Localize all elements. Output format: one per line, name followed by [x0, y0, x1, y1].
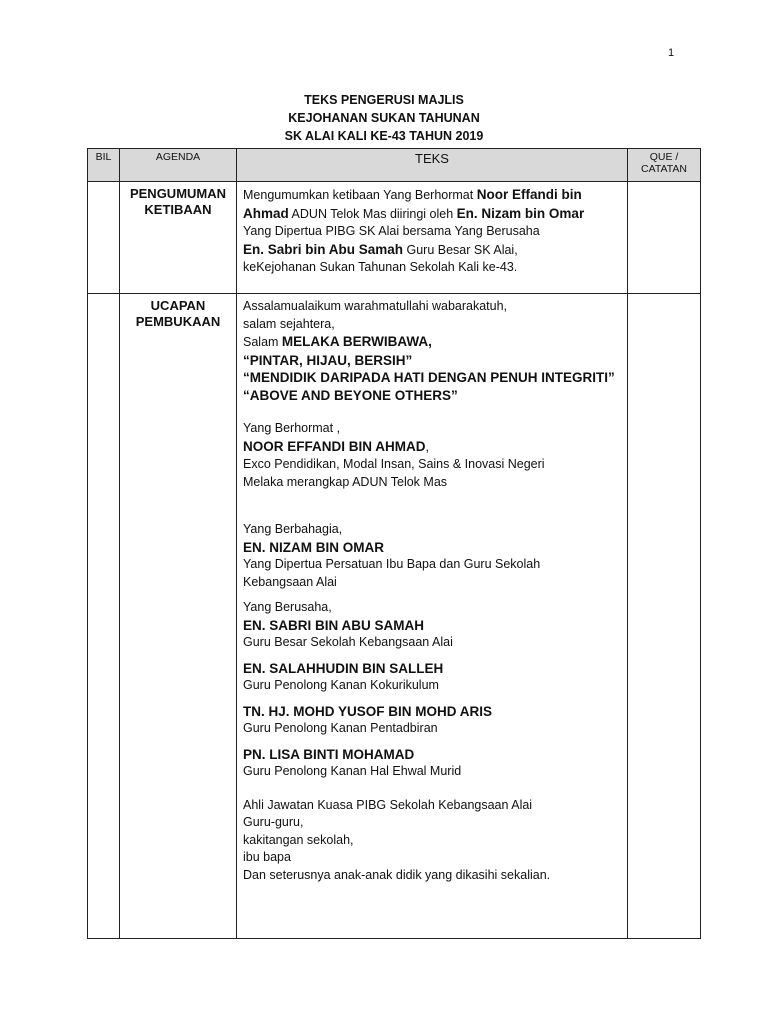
text-line: Exco Pendidikan, Modal Insan, Sains & Inovasi Negeri	[243, 457, 545, 471]
catatan-cell	[628, 182, 701, 294]
guest-name: TN. HJ. MOHD YUSOF BIN MOHD ARIS	[243, 703, 493, 719]
document-title	[0, 91, 768, 145]
text-line: Yang Dipertua Persatuan Ibu Bapa dan Guru Sekolah	[243, 557, 541, 571]
agenda-cell	[120, 294, 237, 939]
header-bil: BIL	[88, 149, 120, 182]
bil-cell	[88, 294, 120, 939]
text-line: Guru Besar Sekolah Kebangsaan Alai	[243, 635, 453, 649]
text-line: Ahli Jawatan Kuasa PIBG Sekolah Kebangsaan Alai	[243, 797, 533, 812]
agenda-label: KETIBAAN	[144, 202, 212, 217]
guest-name: EN. SABRI BIN ABU SAMAH	[243, 617, 425, 633]
text-line: Guru-guru,	[243, 815, 304, 829]
text-line: Melaka merangkap ADUN Telok Mas	[243, 474, 448, 489]
text-line: kakitangan sekolah,	[243, 832, 354, 847]
slogan-line: “PINTAR, HIJAU, BERSIH”	[243, 352, 413, 368]
catatan-cell	[628, 294, 701, 939]
slogan-line: “ABOVE AND BEYONE OTHERS”	[243, 387, 458, 403]
header-catatan: QUE / CATATAN	[628, 149, 701, 182]
text-line: ibu bapa	[243, 850, 291, 864]
text-line: En. Sabri bin Abu Samah Guru Besar SK Alai,	[243, 241, 518, 257]
text-line: NOOR EFFANDI BIN AHMAD,	[243, 438, 429, 454]
slogan-line: “MENDIDIK DARIPADA HATI DENGAN PENUH INTEGRITI”	[243, 370, 615, 385]
text-line: Guru Penolong Kanan Hal Ehwal Murid	[243, 764, 462, 778]
title-line: TEKS PENGERUSI MAJLIS	[304, 93, 464, 107]
guest-name: EN. SALAHHUDIN BIN SALLEH	[243, 660, 444, 676]
text-line: Ahmad ADUN Telok Mas diiringi oleh En. Nizam bin Omar	[243, 205, 585, 221]
text-line: salam sejahtera,	[243, 316, 335, 331]
header-teks: TEKS	[237, 149, 628, 182]
text-line: Guru Penolong Kanan Kokurikulum	[243, 678, 439, 692]
text-line: Yang Dipertua PIBG SK Alai bersama Yang Berusaha	[243, 224, 540, 238]
title-line: SK ALAI KALI KE-43 TAHUN 2019	[284, 129, 484, 143]
text-line: Yang Berusaha,	[243, 600, 332, 614]
guest-name: EN. NIZAM BIN OMAR	[243, 539, 384, 555]
agenda-cell	[120, 182, 237, 294]
agenda-label: PENGUMUMAN	[129, 186, 227, 201]
text-line: Yang Berhormat ,	[243, 421, 341, 435]
table-row	[88, 294, 701, 939]
guest-name: PN. LISA BINTI MOHAMAD	[243, 746, 415, 762]
table-row	[88, 182, 701, 294]
header-agenda: AGENDA	[120, 149, 237, 182]
table-header-row	[88, 149, 701, 182]
text-line: keKejohanan Sukan Tahunan Sekolah Kali ke-43.	[243, 260, 518, 274]
text-line: Yang Berbahagia,	[243, 522, 343, 536]
teks-cell	[237, 182, 628, 294]
agenda-label: UCAPAN	[150, 298, 206, 313]
text-line: Guru Penolong Kanan Pentadbiran	[243, 721, 438, 735]
agenda-table	[87, 148, 701, 939]
text-line: Salam MELAKA BERWIBAWA,	[243, 334, 432, 349]
text-line: Dan seterusnya anak-anak didik yang dikasihi sekalian.	[243, 867, 551, 882]
teks-cell	[237, 294, 628, 939]
text-line: Kebangsaan Alai	[243, 574, 337, 589]
text-line: Mengumumkan ketibaan Yang Berhormat Noor Effandi bin	[243, 187, 582, 202]
title-line: KEJOHANAN SUKAN TAHUNAN	[288, 111, 480, 125]
bil-cell	[88, 182, 120, 294]
page-number: 1	[668, 47, 675, 59]
text-line: Assalamualaikum warahmatullahi wabarakatuh,	[243, 299, 508, 313]
agenda-label: PEMBUKAAN	[135, 314, 221, 329]
